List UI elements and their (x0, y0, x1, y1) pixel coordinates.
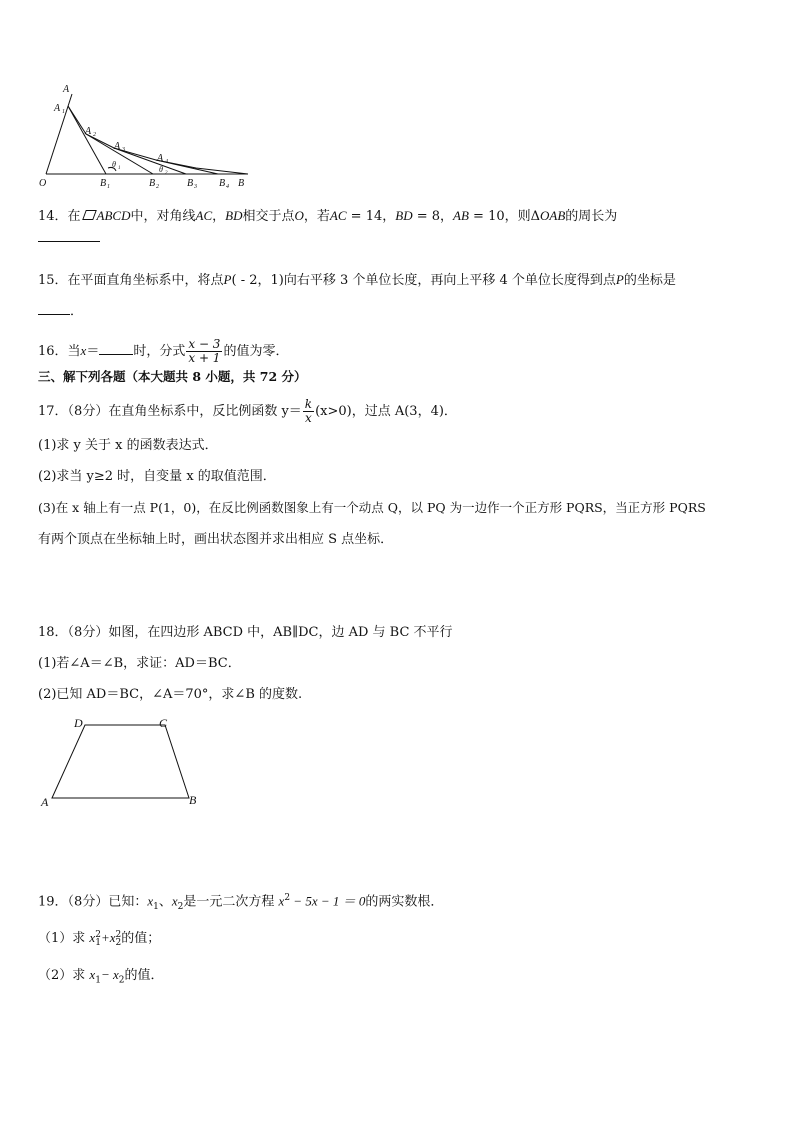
q14-text-d: AC (195, 208, 213, 223)
question-16 (38, 338, 288, 365)
fraction-q16-numerator: x − 3 (188, 337, 221, 351)
q19-p2-text-b: 的值． (124, 968, 164, 983)
q14-text-l: BD (395, 208, 413, 223)
q19-p2-x: x (89, 967, 96, 982)
trapezoid-ABCD (52, 725, 189, 798)
q19-p1-sup2: 2 (115, 929, 122, 940)
q15-text-end: ． (70, 304, 84, 319)
fraction-q17-numerator: k (304, 397, 313, 411)
q19-p2-text-a: （2）求 (38, 968, 86, 983)
q19-x2: x (171, 893, 178, 909)
q14-text-c: 中，对角线 (130, 209, 196, 224)
label-B: B (238, 178, 245, 189)
label-O: O (39, 178, 47, 189)
label-B3: B (187, 178, 194, 189)
geometry-figure-q13 (36, 84, 256, 190)
fraction-q16-denominator: x + 1 (188, 351, 221, 365)
q17-text-a: 17．（8分）在直角坐标系中，反比例函数 y＝ (38, 404, 302, 419)
q19-eq-x: x (278, 893, 285, 909)
label-B2-sub: 2 (156, 184, 159, 190)
label-theta1: θ (112, 160, 116, 169)
label-B1: B (100, 178, 107, 189)
label-B4-sub: 4 (226, 184, 229, 190)
q19-p1-plus: +x (100, 930, 116, 945)
q18-part-1: (1)若∠A＝∠B，求证：AD＝BC． (38, 656, 241, 671)
parallelogram-symbol (82, 210, 97, 220)
label-A3: A (114, 141, 121, 152)
segment-A1B1 (68, 106, 106, 174)
q14-text-f: BD (225, 208, 243, 223)
q14-text-i: ，若 (303, 209, 330, 224)
answer-blank-q14[interactable] (38, 241, 100, 242)
q14-text-o: = 10，则Δ (468, 209, 541, 224)
q15-text-b: P (223, 272, 232, 287)
label-A3-sub: 3 (122, 147, 125, 153)
fraction-q16 (186, 338, 222, 365)
label-A4: A (157, 153, 164, 164)
label-B1-sub: 1 (107, 184, 110, 190)
section-3-heading: 三、解下列各题（本大题共 8 小题，共 72 分） (38, 369, 307, 384)
q19-x1: x (147, 893, 154, 909)
q14-text-a: 14．在 (38, 209, 81, 224)
label-A1-sub: 1 (62, 109, 65, 115)
q19-p1-sub2: 2 (115, 937, 122, 948)
q16-text-c: ＝ (86, 344, 100, 359)
q19-p1-text-a: （1）求 (38, 931, 86, 946)
q19-x1-sub: 1 (153, 901, 159, 912)
label-theta1-sub: 1 (118, 166, 121, 171)
q14-text-m: = 8， (412, 209, 454, 224)
q19-p2-minus: − x (100, 967, 119, 982)
label-A4-sub: 4 (165, 159, 168, 165)
q14-text-e: ， (212, 209, 226, 224)
q19-p2-sub2: 2 (118, 975, 125, 986)
q19-p1-x: x (89, 930, 96, 945)
question-18: 18．（8分）如图，在四边形 ABCD 中，AB∥DC，边 AD 与 BC 不平行 (38, 625, 453, 640)
label-A: A (63, 84, 70, 95)
question-15-cont (38, 302, 83, 321)
q19-part-2 (38, 966, 163, 990)
answer-blank-q16[interactable] (99, 342, 133, 355)
q17-part-2: (2)求当 y≥2 时，自变量 x 的取值范围． (38, 469, 276, 484)
q15-text-c: ( - 2，1)向右平移 3 个单位长度，再向上平移 4 个单位长度得到点 (231, 273, 616, 288)
q19-p1-text-b: 的值； (121, 931, 161, 946)
q14-text-g: 相交于点 (242, 209, 295, 224)
label-A2: A (85, 126, 92, 137)
q14-text-n: AB (453, 208, 469, 223)
fraction-q17-denominator: x (305, 411, 312, 425)
q16-text-a: 16．当 (38, 344, 81, 359)
q19-part-1 (38, 929, 160, 948)
q14-text-q: 的周长为 (565, 209, 618, 224)
question-14 (38, 207, 617, 226)
q14-text-b: ABCD (96, 208, 131, 223)
label-B2: B (149, 178, 156, 189)
label-B3-sub: 3 (194, 184, 197, 190)
q19-text-a: 19．（8分）已知： (38, 894, 148, 910)
q17-part-1: (1)求 y 关于 x 的函数表达式． (38, 438, 218, 453)
label-B: B (189, 793, 197, 807)
label-B4: B (219, 178, 226, 189)
question-17 (38, 398, 457, 425)
q18-part-2: (2)已知 AD＝BC，∠A＝70°，求∠B 的度数. (38, 687, 303, 702)
q19-text-b: 是一元二次方程 (183, 894, 275, 910)
label-C: C (159, 716, 168, 730)
q17-text-b: (x>0)，过点 A(3，4)． (315, 404, 457, 419)
q19-sep: 、 (158, 894, 172, 910)
q14-text-j: AC (329, 208, 347, 223)
q19-p1-sup: 2 (95, 929, 101, 940)
q19-text-c: 的两实数根． (365, 894, 444, 910)
q17-part-3-cont: 有两个顶点在坐标轴上时，画出状态图并求出相应 S 点坐标． (38, 532, 394, 547)
label-theta2: θ (159, 165, 163, 174)
q14-text-p: OAB (540, 208, 566, 223)
q15-text-a: 15．在平面直角坐标系中，将点 (38, 273, 224, 288)
q16-text-e: 的值为零． (223, 344, 289, 359)
q19-eq-rest: − 5x − 1 ＝ 0 (290, 893, 366, 909)
q15-text-d: P (615, 272, 624, 287)
q16-text-b: x (80, 343, 87, 358)
label-A2-sub: 2 (93, 132, 96, 138)
q17-part-3: (3)在 x 轴上有一点 P(1，0)，在反比例函数图象上有一个动点 Q，以 PQ 为一边作一个正方形 PQRS，当正方形 PQRS (38, 500, 706, 515)
q19-p1-sub: 1 (95, 937, 101, 948)
q16-text-d: 时，分式 (133, 344, 186, 359)
label-A1: A (54, 103, 61, 114)
q15-text-e: 的坐标是 (623, 273, 676, 288)
fraction-q17 (303, 398, 314, 425)
q19-x2-sub: 2 (177, 901, 184, 912)
answer-blank-q15[interactable] (38, 302, 70, 315)
trapezoid-figure-q18 (38, 714, 208, 810)
label-D: D (74, 716, 83, 730)
q19-p2-sub1: 1 (95, 975, 101, 986)
q14-text-h: O (294, 208, 304, 223)
question-15 (38, 271, 676, 290)
label-theta2-sub: 2 (165, 171, 168, 176)
q19-eq-power: 2 (284, 893, 291, 903)
q14-text-k: = 14， (346, 209, 396, 224)
question-19 (38, 889, 443, 916)
label-A: A (41, 795, 49, 809)
